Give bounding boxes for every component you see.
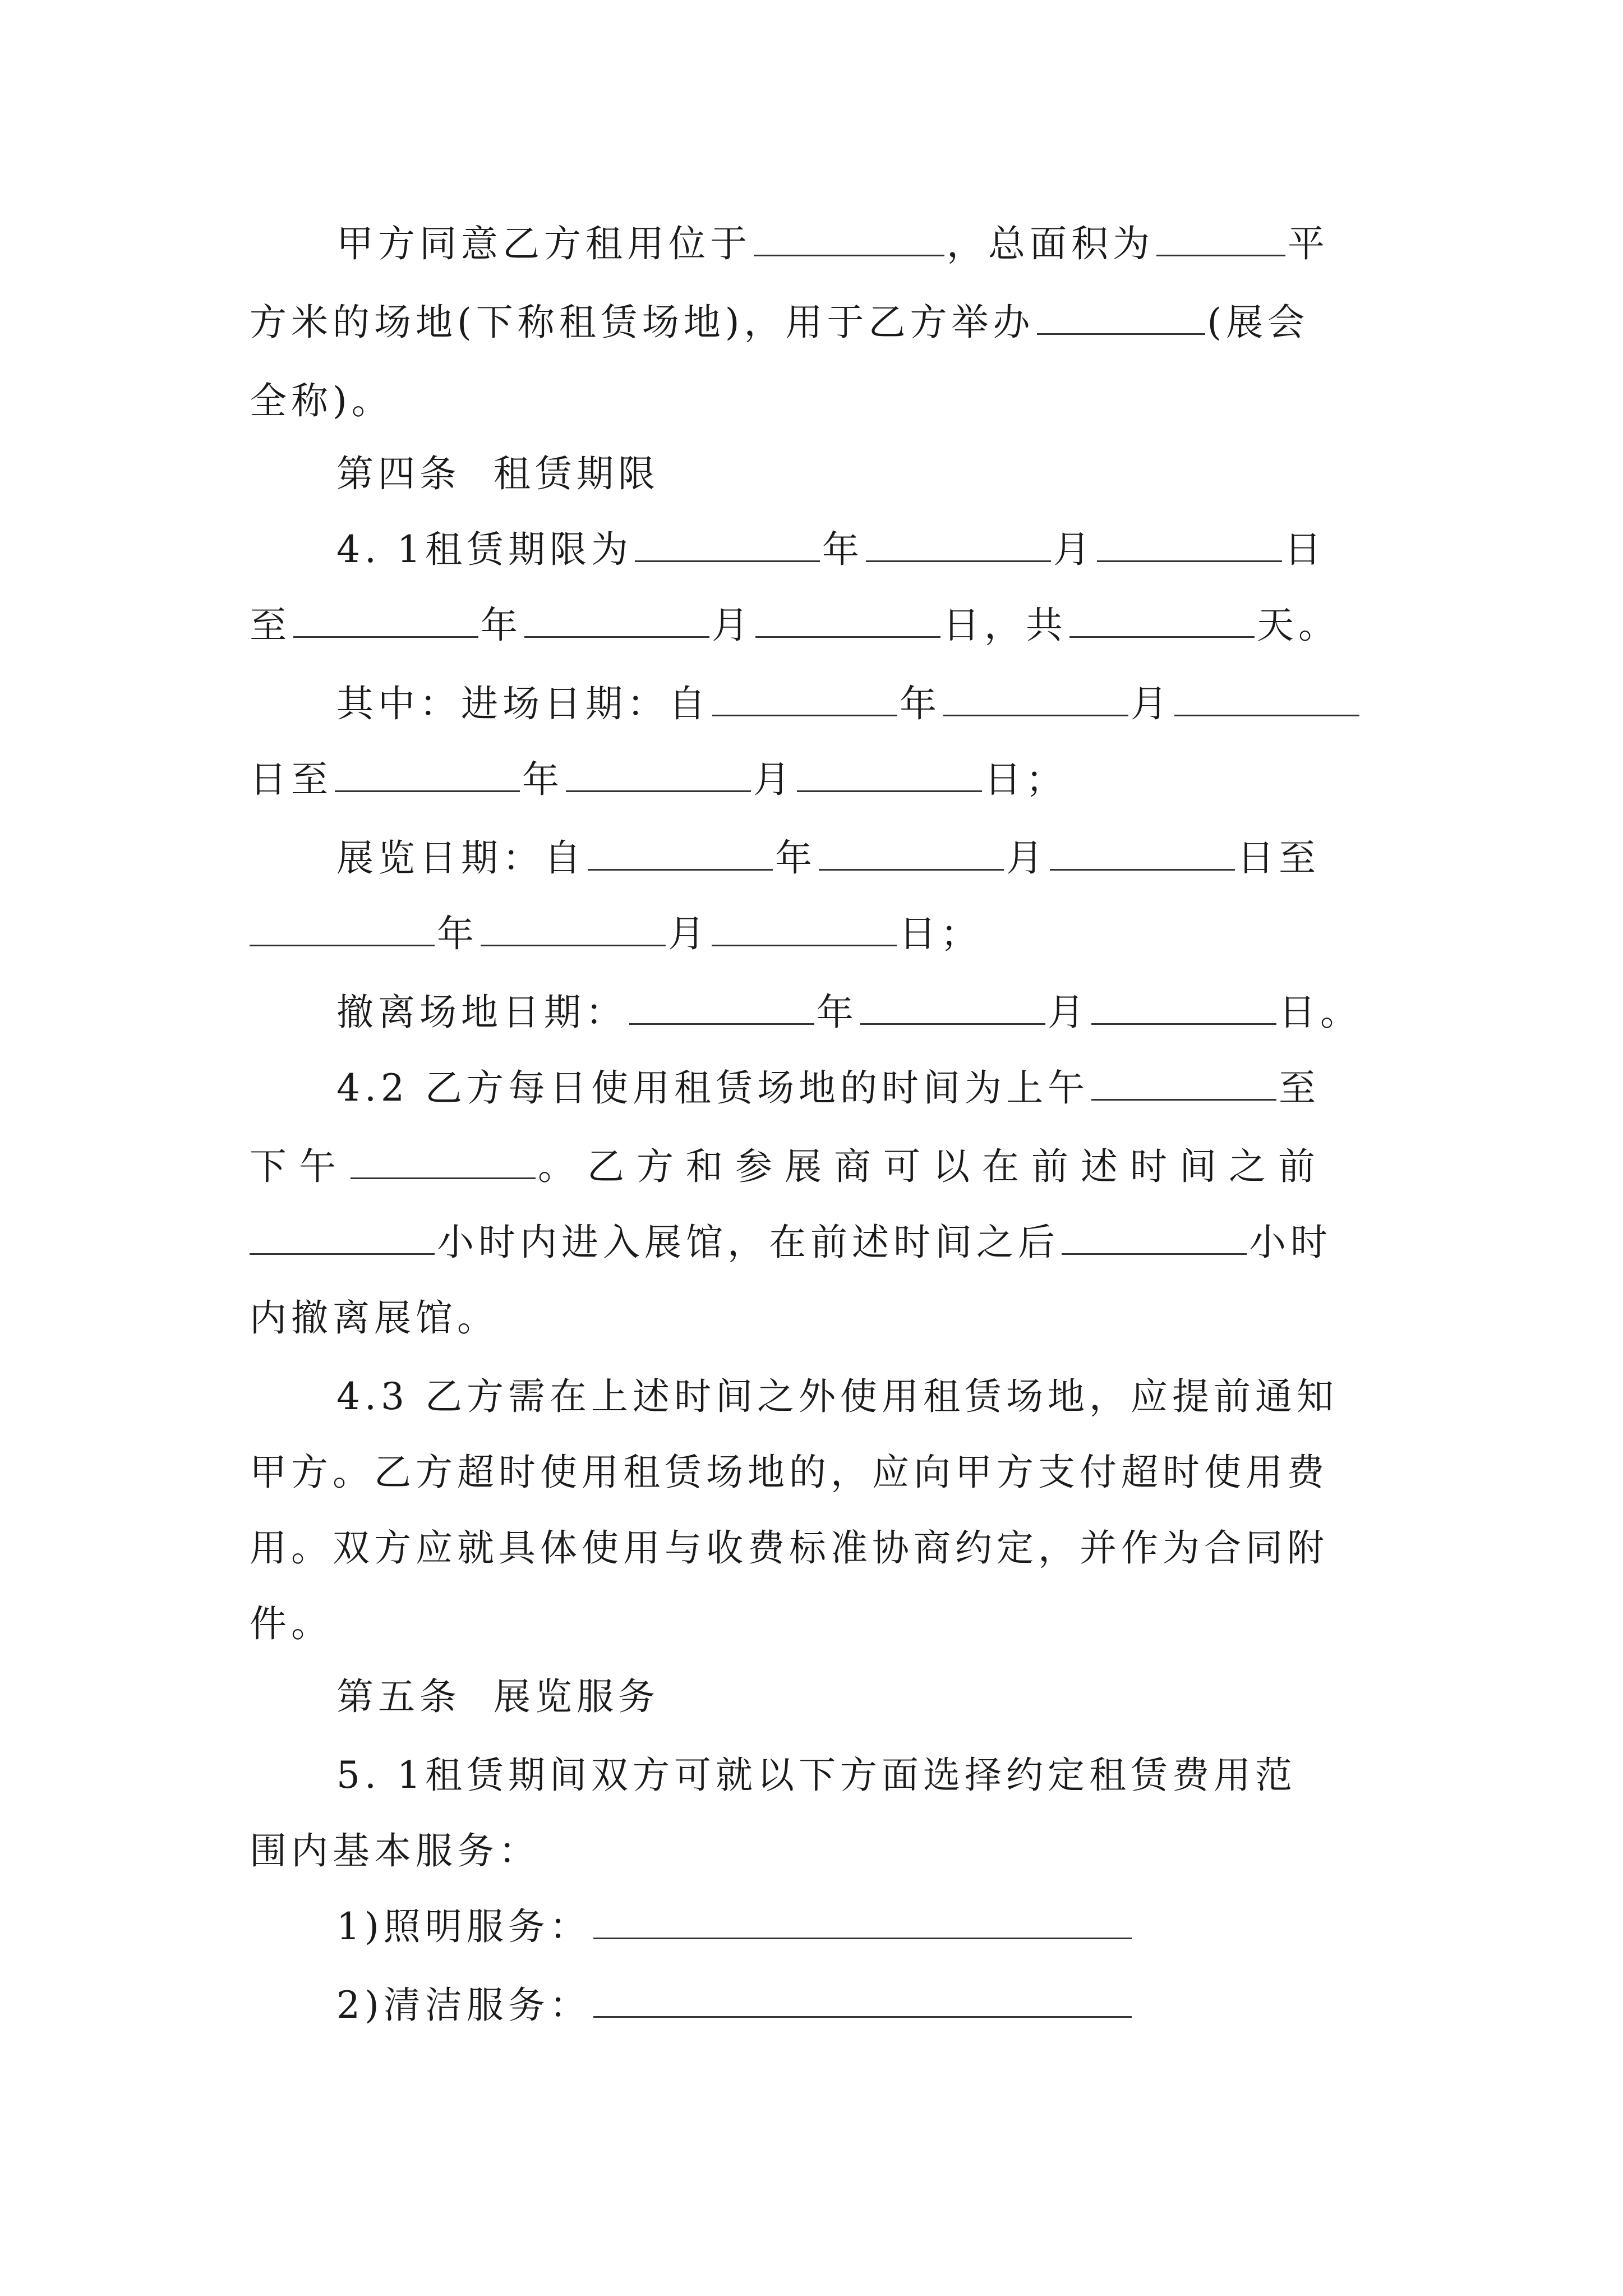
lighting-service-line bbox=[336, 1896, 1382, 1958]
year-blank bbox=[588, 832, 773, 871]
text-segment: 日。 bbox=[1279, 991, 1362, 1034]
exhibition-name-blank bbox=[1037, 296, 1205, 335]
text-segment: 月 bbox=[668, 912, 709, 955]
text-segment: (展会 bbox=[1207, 301, 1310, 344]
clause-4-3-line-1 bbox=[336, 1366, 1382, 1428]
clause-3-text-line-3 bbox=[250, 370, 1382, 432]
text-segment: 下午 bbox=[250, 1145, 348, 1188]
text-segment: 展览日期：自 bbox=[336, 836, 585, 880]
location-blank bbox=[754, 218, 944, 256]
clause-4-2-line-4 bbox=[250, 1287, 1382, 1349]
text-segment: 年 bbox=[522, 758, 564, 801]
year-blank bbox=[712, 678, 897, 716]
day-blank bbox=[1091, 986, 1276, 1025]
clause-3-text-line-2 bbox=[250, 292, 1382, 353]
month-blank bbox=[481, 908, 666, 946]
year-blank bbox=[335, 753, 520, 792]
text-segment: 方米的场地(下称租赁场地)，用于乙方举办 bbox=[250, 301, 1035, 344]
day-blank bbox=[1050, 832, 1235, 871]
month-blank bbox=[566, 753, 751, 792]
day-blank bbox=[797, 753, 982, 792]
text-segment: 月 bbox=[1048, 991, 1089, 1034]
text-segment: 日至 bbox=[1237, 836, 1320, 880]
text-segment: 用。双方应就具体使用与收费标准协商约定，并作为合同附 bbox=[250, 1526, 1329, 1570]
text-segment: 5. 1租赁期间双方可就以下方面选择约定租赁费用范 bbox=[336, 1754, 1297, 1797]
text-segment: 2)清洁服务： bbox=[336, 1984, 591, 2027]
clause-4-3-line-3 bbox=[250, 1517, 1382, 1579]
month-blank bbox=[866, 523, 1051, 562]
hours-after-blank bbox=[1062, 1216, 1247, 1255]
year-blank bbox=[293, 599, 478, 638]
heading-text: 第四条 租赁期限 bbox=[336, 452, 660, 495]
afternoon-time-blank bbox=[351, 1140, 536, 1179]
text-segment: 件。 bbox=[250, 1602, 333, 1645]
clause-5-1-line-1 bbox=[336, 1745, 1382, 1806]
text-segment: 4.3 乙方需在上述时间之外使用租赁场地，应提前通知 bbox=[336, 1375, 1338, 1418]
day-blank bbox=[1174, 678, 1359, 716]
cleaning-service-blank bbox=[593, 1979, 1132, 2018]
cleaning-service-line bbox=[336, 1975, 1382, 2036]
clause-3-text-line-1 bbox=[336, 213, 1382, 275]
clause-4-3-line-2 bbox=[250, 1442, 1382, 1503]
heading-text: 第五条 展览服务 bbox=[336, 1675, 660, 1718]
text-segment: 小时内进入展馆，在前述时间之后 bbox=[437, 1221, 1059, 1264]
year-blank bbox=[635, 523, 820, 562]
text-segment: 甲方同意乙方租用位于 bbox=[336, 222, 751, 265]
text-segment: 内撤离展馆。 bbox=[250, 1296, 499, 1340]
text-segment: 年 bbox=[775, 836, 817, 880]
month-blank bbox=[860, 986, 1045, 1025]
text-segment: 年 bbox=[900, 682, 941, 725]
day-blank bbox=[1097, 523, 1282, 562]
day-blank bbox=[755, 599, 940, 638]
text-segment: 平 bbox=[1288, 222, 1329, 265]
exhibition-date-line-1 bbox=[336, 827, 1382, 889]
withdrawal-date-line bbox=[336, 982, 1382, 1043]
text-segment: 天。 bbox=[1257, 604, 1340, 647]
text-segment: 撤离场地日期： bbox=[336, 991, 627, 1034]
area-blank bbox=[1156, 218, 1285, 256]
text-segment: 日； bbox=[984, 758, 1067, 801]
text-segment: 月 bbox=[712, 604, 753, 647]
morning-time-blank bbox=[1091, 1062, 1276, 1101]
text-segment: 至 bbox=[1278, 1066, 1320, 1110]
month-blank bbox=[943, 678, 1128, 716]
month-blank bbox=[819, 832, 1004, 871]
clause-4-2-line-3 bbox=[250, 1212, 1382, 1273]
text-segment: 日 bbox=[1284, 528, 1326, 571]
text-segment: 全称)。 bbox=[250, 379, 393, 422]
text-segment: 月 bbox=[753, 758, 795, 801]
text-segment: 月 bbox=[1053, 528, 1095, 571]
entry-date-line-2 bbox=[250, 749, 1382, 811]
lighting-service-blank bbox=[593, 1901, 1132, 1939]
year-blank bbox=[250, 908, 435, 946]
text-segment: 月 bbox=[1131, 682, 1172, 725]
clause-4-3-line-4 bbox=[250, 1593, 1382, 1655]
text-segment: 。乙方和参展商可以在前述时间之前 bbox=[538, 1145, 1327, 1188]
text-segment: 月 bbox=[1006, 836, 1048, 880]
text-segment: 年 bbox=[822, 528, 864, 571]
text-segment: 其中：进场日期：自 bbox=[336, 682, 710, 725]
text-segment: 日，共 bbox=[943, 604, 1067, 647]
exhibition-date-line-2 bbox=[250, 903, 1382, 965]
hours-before-blank bbox=[250, 1216, 435, 1255]
text-segment: 围内基本服务： bbox=[250, 1829, 540, 1872]
article-5-heading bbox=[336, 1666, 1382, 1728]
text-segment: 日至 bbox=[250, 758, 333, 801]
text-segment: 至 bbox=[250, 604, 291, 647]
text-segment: 4. 1租赁期限为 bbox=[336, 528, 633, 571]
clause-5-1-line-2 bbox=[250, 1820, 1382, 1882]
days-total-blank bbox=[1069, 599, 1255, 638]
clause-4-2-line-1 bbox=[336, 1057, 1382, 1119]
text-segment: ，总面积为 bbox=[947, 222, 1154, 265]
lease-term-line-1 bbox=[336, 519, 1382, 581]
text-segment: 1)照明服务： bbox=[336, 1905, 591, 1948]
text-segment: 甲方。乙方超时使用租赁场地的，应向甲方支付超时使用费 bbox=[250, 1451, 1329, 1494]
text-segment: 年 bbox=[817, 991, 858, 1034]
clause-4-2-line-2 bbox=[250, 1136, 1382, 1198]
article-4-heading bbox=[336, 443, 1382, 505]
day-blank bbox=[712, 908, 897, 946]
text-segment: 年 bbox=[437, 912, 478, 955]
year-blank bbox=[629, 986, 814, 1025]
text-segment: 小时 bbox=[1249, 1221, 1332, 1264]
text-segment: 4.2 乙方每日使用租赁场地的时间为上午 bbox=[336, 1066, 1089, 1110]
month-blank bbox=[524, 599, 709, 638]
entry-date-line-1 bbox=[336, 673, 1382, 735]
text-segment: 日； bbox=[899, 912, 982, 955]
text-segment: 年 bbox=[481, 604, 522, 647]
lease-term-line-2 bbox=[250, 595, 1382, 656]
